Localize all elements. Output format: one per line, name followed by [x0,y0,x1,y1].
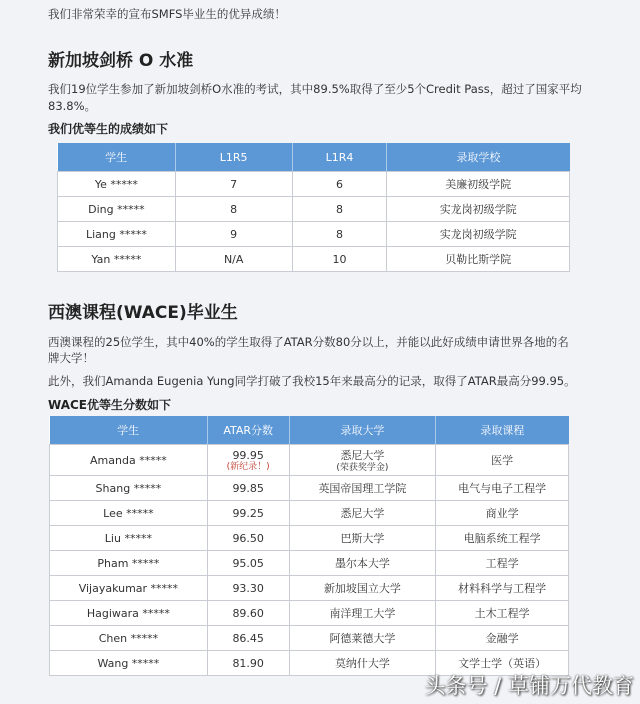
student-name: Liang ***** [58,222,176,247]
l1r5-score: 8 [175,197,292,222]
col-header-course: 录取课程 [436,416,569,445]
l1r4-score: 8 [292,197,387,222]
col-header-l1r5: L1R5 [175,143,292,172]
olevel-paragraph-line1: 我们19位学生参加了新加坡剑桥O水准的考试，其中89.5%取得了至少5个Credit Pass，超过了国家平均 [48,82,582,96]
student-name: Pham ***** [50,551,208,576]
col-header-university: 录取大学 [289,416,436,445]
student-name: Ding ***** [58,197,176,222]
col-header-l1r4: L1R4 [292,143,387,172]
student-name: Ye ***** [58,172,176,197]
atar-score: 81.90 [207,651,289,676]
table-row [50,526,569,551]
course: 金融学 [436,626,569,651]
table-row [50,551,569,576]
university: 莫纳什大学 [289,651,436,676]
table-row [50,501,569,526]
col-header-student: 学生 [50,416,208,445]
col-header-school: 录取学校 [387,143,570,172]
course: 文学士学（英语） [436,651,569,676]
course: 商业学 [436,501,569,526]
col-header-student: 学生 [58,143,176,172]
olevel-subtitle: 我们优等生的成绩如下 [48,122,169,136]
atar-score: 96.50 [207,526,289,551]
l1r4-score: 8 [292,222,387,247]
student-name: Hagiwara ***** [50,601,208,626]
atar-score: 93.30 [207,576,289,601]
table-row [50,601,569,626]
intro-text: 我们非常荣幸的宣布SMFS毕业生的优异成绩！ [48,7,286,21]
olevel-paragraph-line2: 83.8%。 [48,99,97,113]
atar-score: 95.05 [207,551,289,576]
student-name: Amanda ***** [50,445,208,476]
atar-score: 86.45 [207,626,289,651]
atar-score: 99.85 [207,476,289,501]
wace-paragraph-line2: 牌大学！ [48,351,94,365]
atar-score: 99.95 [232,448,264,462]
atar-score-cell [207,445,289,476]
olevel-heading: 新加坡剑桥 O 水准 [48,51,194,71]
student-name: Yan ***** [58,247,176,272]
university: 墨尔本大学 [289,551,436,576]
table-row [58,247,570,272]
table-row [58,172,570,197]
course: 材料科学与工程学 [436,576,569,601]
university: 悉尼大学 [289,501,436,526]
course: 电脑系统工程学 [436,526,569,551]
wace-heading: 西澳课程(WACE)毕业生 [48,303,238,323]
course: 土木工程学 [436,601,569,626]
wace-subtitle: WACE优等生分数如下 [48,398,171,412]
university: 新加坡国立大学 [289,576,436,601]
student-name: Vijayakumar ***** [50,576,208,601]
student-name: Wang ***** [50,651,208,676]
table-row [58,197,570,222]
student-name: Liu ***** [50,526,208,551]
admitted-school: 美廉初级学院 [387,172,570,197]
l1r5-score: 7 [175,172,292,197]
atar-score: 99.25 [207,501,289,526]
student-name: Shang ***** [50,476,208,501]
table-row [50,476,569,501]
admitted-school: 实龙岗初级学院 [387,222,570,247]
atar-score: 89.60 [207,601,289,626]
olevel-results-table [57,143,570,272]
l1r5-score: 9 [175,222,292,247]
wace-paragraph-line1: 西澳课程的25位学生，其中40%的学生取得了ATAR分数80分以上，并能以此好成绩申请世界各地的名 [48,335,569,349]
wace-results-table [49,416,569,676]
wace-paragraph2: 此外，我们Amanda Eugenia Yung同学打破了我校15年来最高分的记录，取得了ATAR最高分99.95。 [48,374,576,388]
table-row [50,445,569,476]
course: 工程学 [436,551,569,576]
university: 巴斯大学 [289,526,436,551]
l1r4-score: 6 [292,172,387,197]
table-row [50,576,569,601]
col-header-atar: ATAR分数 [207,416,289,445]
university-cell [289,445,436,476]
admitted-school: 贝勒比斯学院 [387,247,570,272]
university: 英国帝国理工学院 [289,476,436,501]
table-row [50,626,569,651]
admitted-school: 实龙岗初级学院 [387,197,570,222]
l1r5-score: N/A [175,247,292,272]
record-note: (新纪录！) [226,461,270,472]
watermark: 头条号 / 草铺万代教育 [424,674,634,698]
university: 南洋理工大学 [289,601,436,626]
course: 电气与电子工程学 [436,476,569,501]
table-row [58,222,570,247]
university: 悉尼大学 [340,449,385,462]
course: 医学 [436,445,569,476]
scholarship-note: (荣获奖学金) [336,463,389,473]
student-name: Lee ***** [50,501,208,526]
university: 阿德莱德大学 [289,626,436,651]
student-name: Chen ***** [50,626,208,651]
l1r4-score: 10 [292,247,387,272]
